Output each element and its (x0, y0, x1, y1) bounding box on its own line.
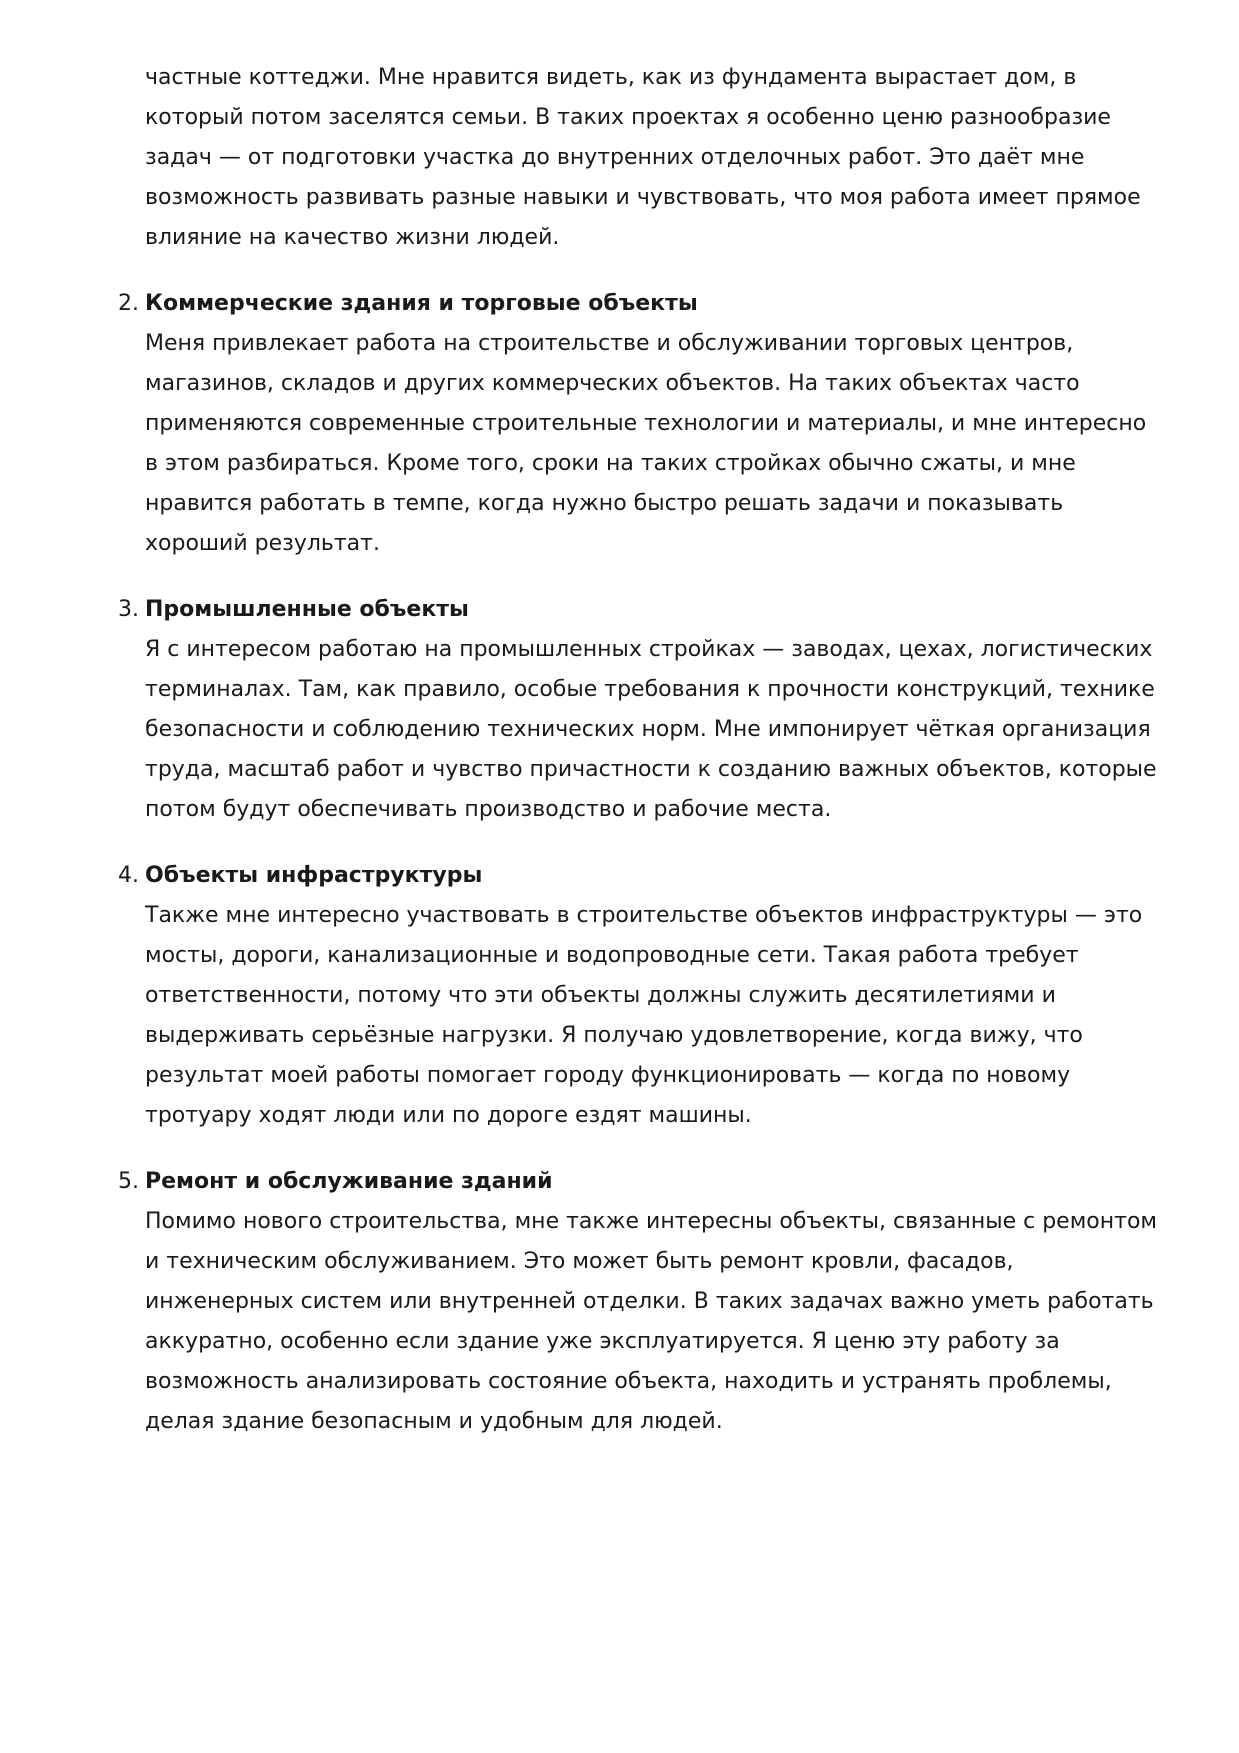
list-item-text: Меня привлекает работа на строительстве и обслуживании торговых центров, магазинов, складов и других коммерческих объектов. На таких объектах часто применяются современные строительные технологии и материалы, и мне интересно в этом разбираться. Кроме того, сроки на таких стройках обычно сжаты, и мне нравится работать в темпе, когда нужно быстро решать задачи и показывать хороший результат. (145, 331, 1147, 556)
list-item-repair (118, 1162, 1158, 1442)
list-item-text: Я с интересом работаю на промышленных стройках — заводах, цехах, логистических терминалах. Там, как правило, особые требования к прочности конструкций, технике безопасности и соблюдению технических норм. Мне импонирует чёткая организация труда, масштаб работ и чувство причастности к созданию важных объектов, которые потом будут обеспечивать производство и рабочие места. (145, 637, 1157, 822)
list-item-number: 4. (118, 863, 139, 888)
list-item-number: 5. (118, 1169, 139, 1194)
list-item-title: Ремонт и обслуживание зданий (145, 1169, 553, 1194)
list-item-heading (118, 1162, 1158, 1202)
list-item-number: 3. (118, 597, 139, 622)
document-content (118, 58, 1158, 1442)
list-item-heading (118, 284, 1158, 324)
list-item-title: Промышленные объекты (145, 597, 469, 622)
list-item-industrial (118, 590, 1158, 830)
list-item-number: 2. (118, 291, 139, 316)
list-item-infrastructure (118, 856, 1158, 1136)
list-item-heading (118, 590, 1158, 630)
intro-paragraph: частные коттеджи. Мне нравится видеть, как из фундамента вырастает дом, в который потом заселятся семьи. В таких проектах я особенно ценю разнообразие задач — от подготовки участка до внутренних отделочных работ. Это даёт мне возможность развивать разные навыки и чувствовать, что моя работа имеет прямое влияние на качество жизни людей. (145, 65, 1141, 250)
list-item-text: Помимо нового строительства, мне также интересны объекты, связанные с ремонтом и техническим обслуживанием. Это может быть ремонт кровли, фасадов, инженерных систем или внутренней отделки. В таких задачах важно уметь работать аккуратно, особенно если здание уже эксплуатируется. Я ценю эту работу за возможность анализировать состояние объекта, находить и устранять проблемы, делая здание безопасным и удобным для людей. (145, 1209, 1158, 1434)
list-item-commercial (118, 284, 1158, 564)
list-item-heading (118, 856, 1158, 896)
list-item-text: Также мне интересно участвовать в строительстве объектов инфраструктуры — это мосты, дороги, канализационные и водопроводные сети. Такая работа требует ответственности, потому что эти объекты должны служить десятилетиями и выдерживать серьёзные нагрузки. Я получаю удовлетворение, когда вижу, что результат моей работы помогает городу функционировать — когда по новому тротуару ходят люди или по дороге ездят машины. (145, 903, 1143, 1128)
list-item-title: Коммерческие здания и торговые объекты (145, 291, 698, 316)
list-item-title: Объекты инфраструктуры (145, 863, 483, 888)
